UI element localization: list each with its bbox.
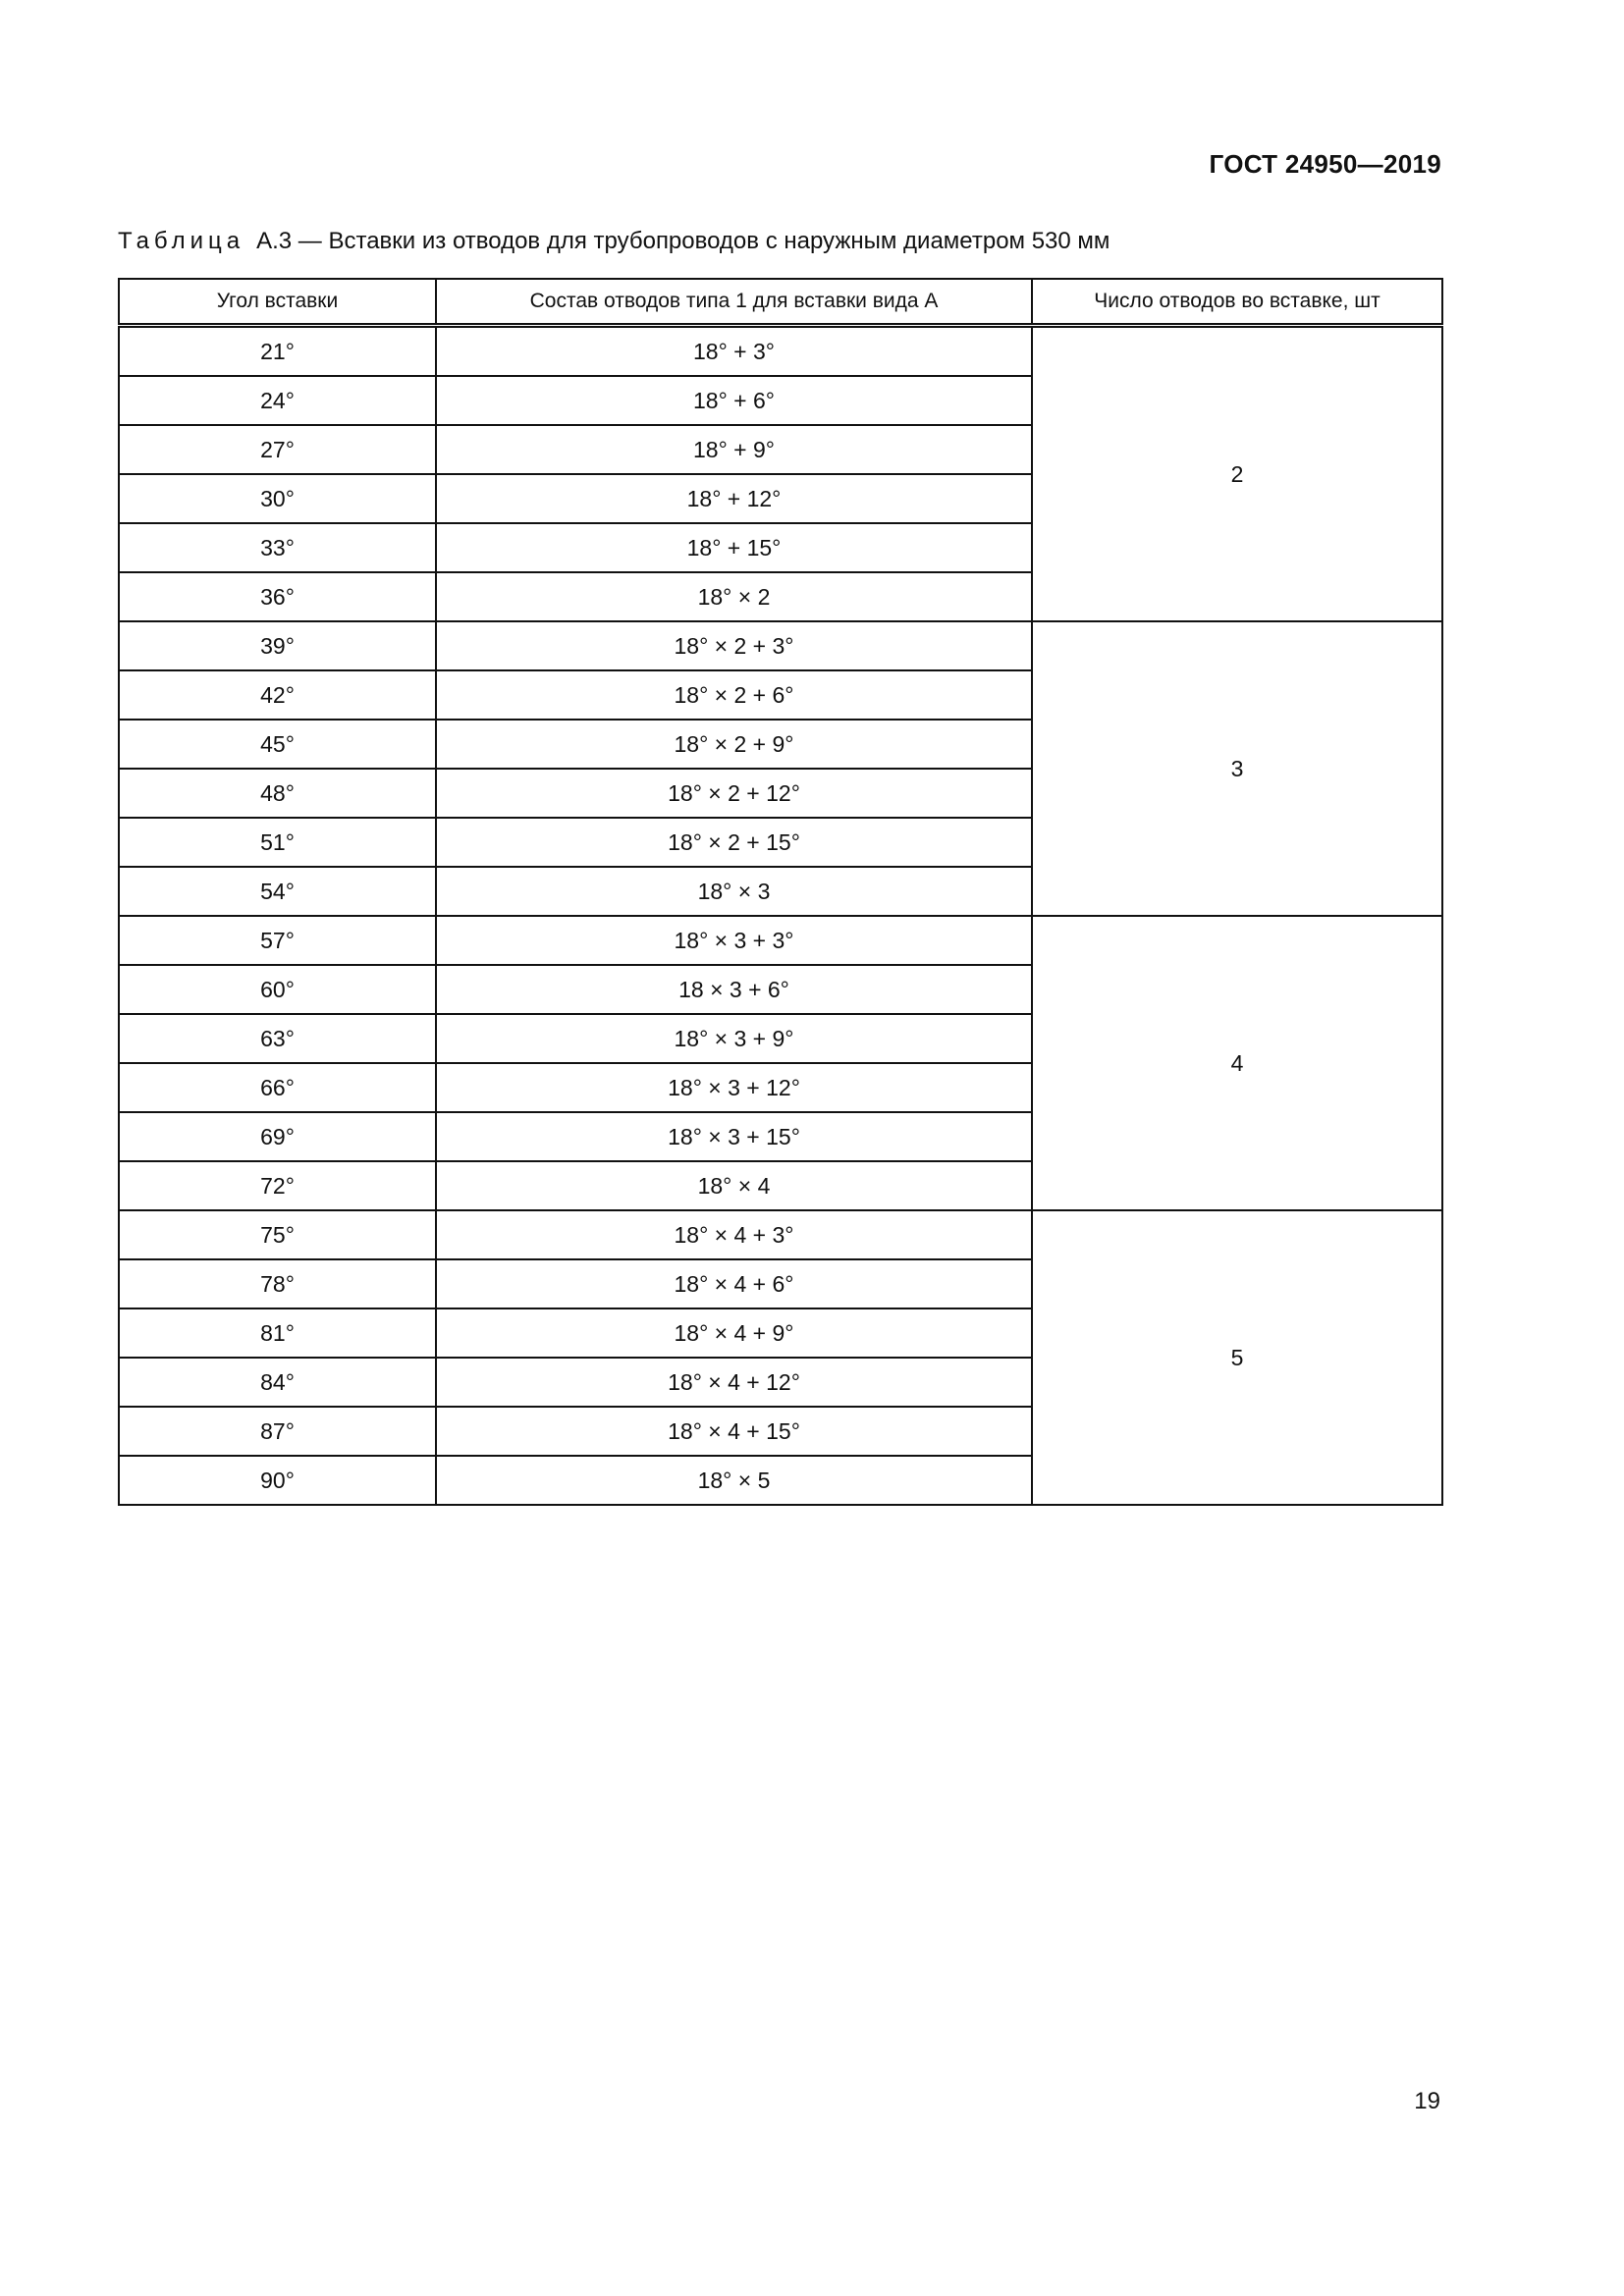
table-caption [118,228,1110,255]
composition-cell: 18° × 3 + 3° [436,916,1032,965]
composition-cell: 18° + 15° [436,523,1032,572]
angle-cell: 60° [119,965,436,1014]
table-row [119,621,1442,670]
angle-cell: 24° [119,376,436,425]
angle-cell: 33° [119,523,436,572]
angle-cell: 45° [119,720,436,769]
composition-cell: 18° + 6° [436,376,1032,425]
angle-cell: 90° [119,1456,436,1505]
angle-cell: 21° [119,326,436,377]
document-standard-number: ГОСТ 24950—2019 [1209,149,1441,179]
table-row [119,1210,1442,1259]
composition-cell: 18° × 2 + 3° [436,621,1032,670]
angle-cell: 66° [119,1063,436,1112]
count-cell: 4 [1032,916,1442,1210]
table-caption-text: А.3 — Вставки из отводов для трубопроводов с наружным диаметром 530 мм [256,228,1110,254]
angle-cell: 54° [119,867,436,916]
composition-cell: 18° × 3 [436,867,1032,916]
table-header-row [119,279,1442,326]
count-cell: 3 [1032,621,1442,916]
angle-cell: 30° [119,474,436,523]
angle-cell: 48° [119,769,436,818]
composition-cell: 18° × 4 [436,1161,1032,1210]
page-number: 19 [1414,2088,1440,2114]
table-row [119,916,1442,965]
composition-cell: 18° + 9° [436,425,1032,474]
count-cell: 2 [1032,326,1442,622]
composition-cell: 18° × 5 [436,1456,1032,1505]
column-header-composition: Состав отводов типа 1 для вставки вида А [436,279,1032,326]
table-row [119,326,1442,377]
angle-cell: 57° [119,916,436,965]
composition-cell: 18° × 4 + 3° [436,1210,1032,1259]
angle-cell: 69° [119,1112,436,1161]
composition-cell: 18° × 4 + 9° [436,1308,1032,1358]
angle-cell: 75° [119,1210,436,1259]
table-body [119,326,1442,1506]
composition-cell: 18° × 2 + 12° [436,769,1032,818]
composition-cell: 18° × 2 + 6° [436,670,1032,720]
composition-cell: 18° + 12° [436,474,1032,523]
angle-cell: 42° [119,670,436,720]
composition-cell: 18° × 3 + 15° [436,1112,1032,1161]
composition-cell: 18° × 2 + 15° [436,818,1032,867]
composition-cell: 18° × 4 + 6° [436,1259,1032,1308]
composition-cell: 18° × 4 + 12° [436,1358,1032,1407]
angle-cell: 81° [119,1308,436,1358]
composition-cell: 18° × 2 [436,572,1032,621]
angle-cell: 84° [119,1358,436,1407]
column-header-count: Число отводов во вставке, шт [1032,279,1442,326]
angle-cell: 72° [119,1161,436,1210]
count-cell: 5 [1032,1210,1442,1505]
table-caption-label: Таблица [118,228,245,254]
insert-table [118,278,1443,1506]
angle-cell: 51° [119,818,436,867]
composition-cell: 18° + 3° [436,326,1032,377]
angle-cell: 27° [119,425,436,474]
column-header-angle: Угол вставки [119,279,436,326]
angle-cell: 36° [119,572,436,621]
composition-cell: 18° × 4 + 15° [436,1407,1032,1456]
composition-cell: 18° × 3 + 9° [436,1014,1032,1063]
angle-cell: 87° [119,1407,436,1456]
angle-cell: 78° [119,1259,436,1308]
angle-cell: 63° [119,1014,436,1063]
composition-cell: 18 × 3 + 6° [436,965,1032,1014]
angle-cell: 39° [119,621,436,670]
composition-cell: 18° × 2 + 9° [436,720,1032,769]
composition-cell: 18° × 3 + 12° [436,1063,1032,1112]
